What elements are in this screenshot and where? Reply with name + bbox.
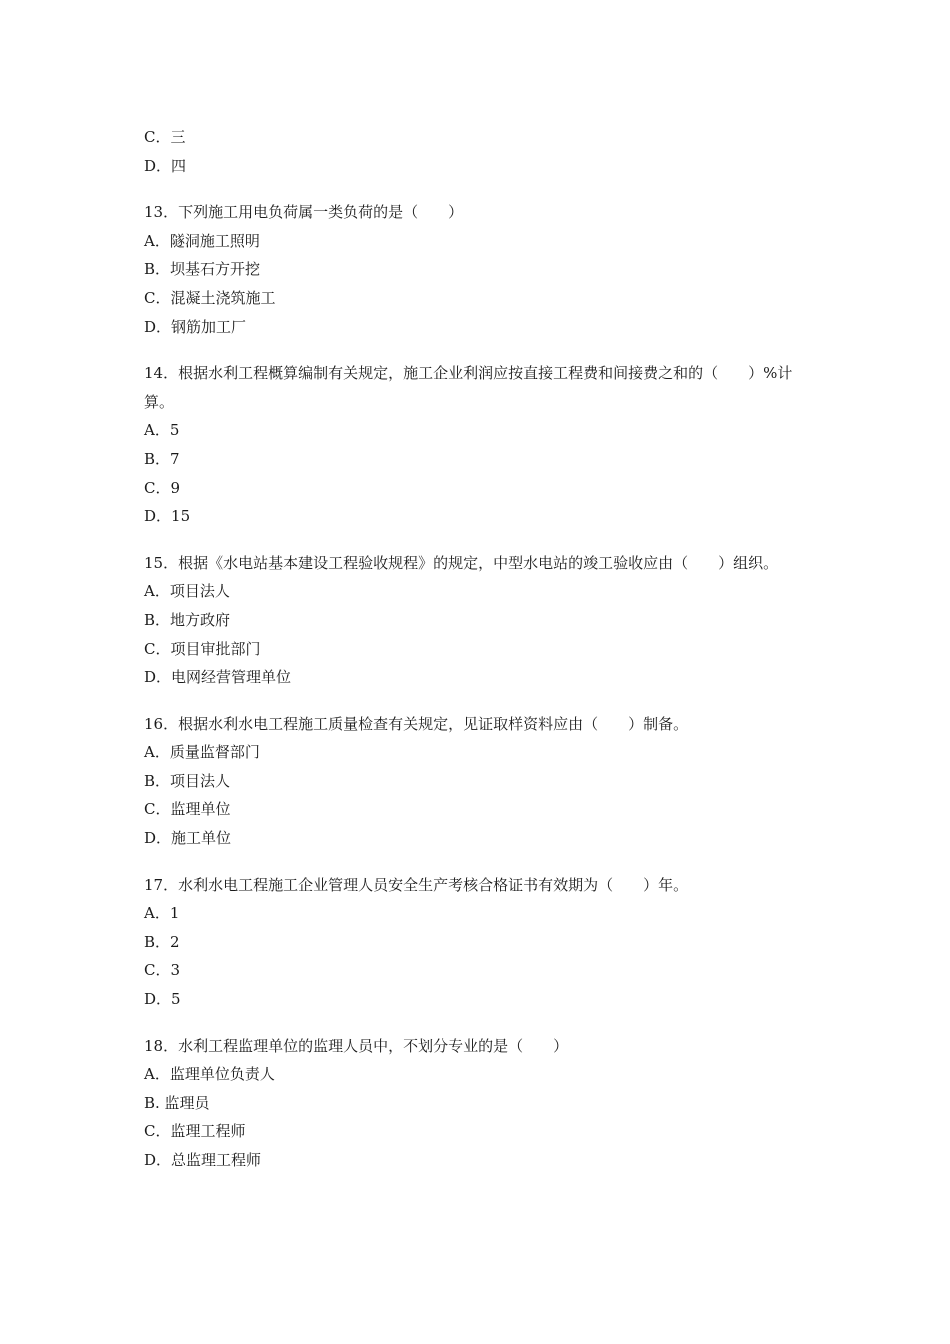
- option-d: D．15: [144, 507, 191, 526]
- question-stem: 16．根据水利水电工程施工质量检查有关规定，见证取样资料应由（ ）制备。: [144, 714, 689, 733]
- option-b: B．7: [144, 449, 180, 468]
- option-d: D．钢筋加工厂: [144, 317, 247, 336]
- option-b: B．2: [144, 932, 180, 951]
- option-c: C．9: [144, 478, 181, 497]
- question-stem: 15．根据《水电站基本建设工程验收规程》的规定，中型水电站的竣工验收应由（ ）组织。: [144, 553, 779, 572]
- option-b: B．项目法人: [144, 771, 231, 790]
- option-d: D．5: [144, 990, 181, 1009]
- option-a: A．隧洞施工照明: [144, 231, 260, 250]
- option-b: B．地方政府: [144, 610, 231, 629]
- question-stem: 14．根据水利工程概算编制有关规定，施工企业利润应按直接工程费和间接费之和的（ ）%计算。: [144, 364, 793, 411]
- option-b: B. 监理员: [144, 1093, 210, 1112]
- question-16: [144, 710, 809, 853]
- option-c: C．项目审批部门: [144, 639, 261, 658]
- question-18: [144, 1032, 809, 1175]
- document-page: [144, 123, 809, 1175]
- option-d: D．总监理工程师: [144, 1151, 262, 1169]
- option-a: A．1: [144, 904, 180, 923]
- option-c: C．监理单位: [144, 800, 231, 819]
- question-15: [144, 549, 809, 692]
- question-13: [144, 198, 809, 341]
- option-b: B．坝基石方开挖: [144, 260, 261, 279]
- previous-question-options: [144, 123, 809, 180]
- option-d: D．四: [144, 156, 187, 175]
- question-14: [144, 359, 809, 531]
- question-17: [144, 871, 809, 1014]
- option-c: C．混凝土浇筑施工: [144, 288, 276, 307]
- option-a: A．监理单位负责人: [144, 1065, 275, 1084]
- option-c: C．3: [144, 961, 181, 980]
- option-d: D．施工单位: [144, 829, 232, 848]
- option-a: A．5: [144, 421, 180, 440]
- option-d: D．电网经营管理单位: [144, 668, 292, 687]
- option-c: C．三: [144, 128, 186, 146]
- option-c: C．监理工程师: [144, 1122, 246, 1141]
- question-stem: 17．水利水电工程施工企业管理人员安全生产考核合格证书有效期为（ ）年。: [144, 875, 689, 894]
- question-stem: 18．水利工程监理单位的监理人员中，不划分专业的是（ ）: [144, 1036, 569, 1055]
- option-a: A．质量监督部门: [144, 743, 260, 762]
- option-a: A．项目法人: [144, 582, 230, 601]
- question-stem: 13．下列施工用电负荷属一类负荷的是（ ）: [144, 203, 464, 222]
